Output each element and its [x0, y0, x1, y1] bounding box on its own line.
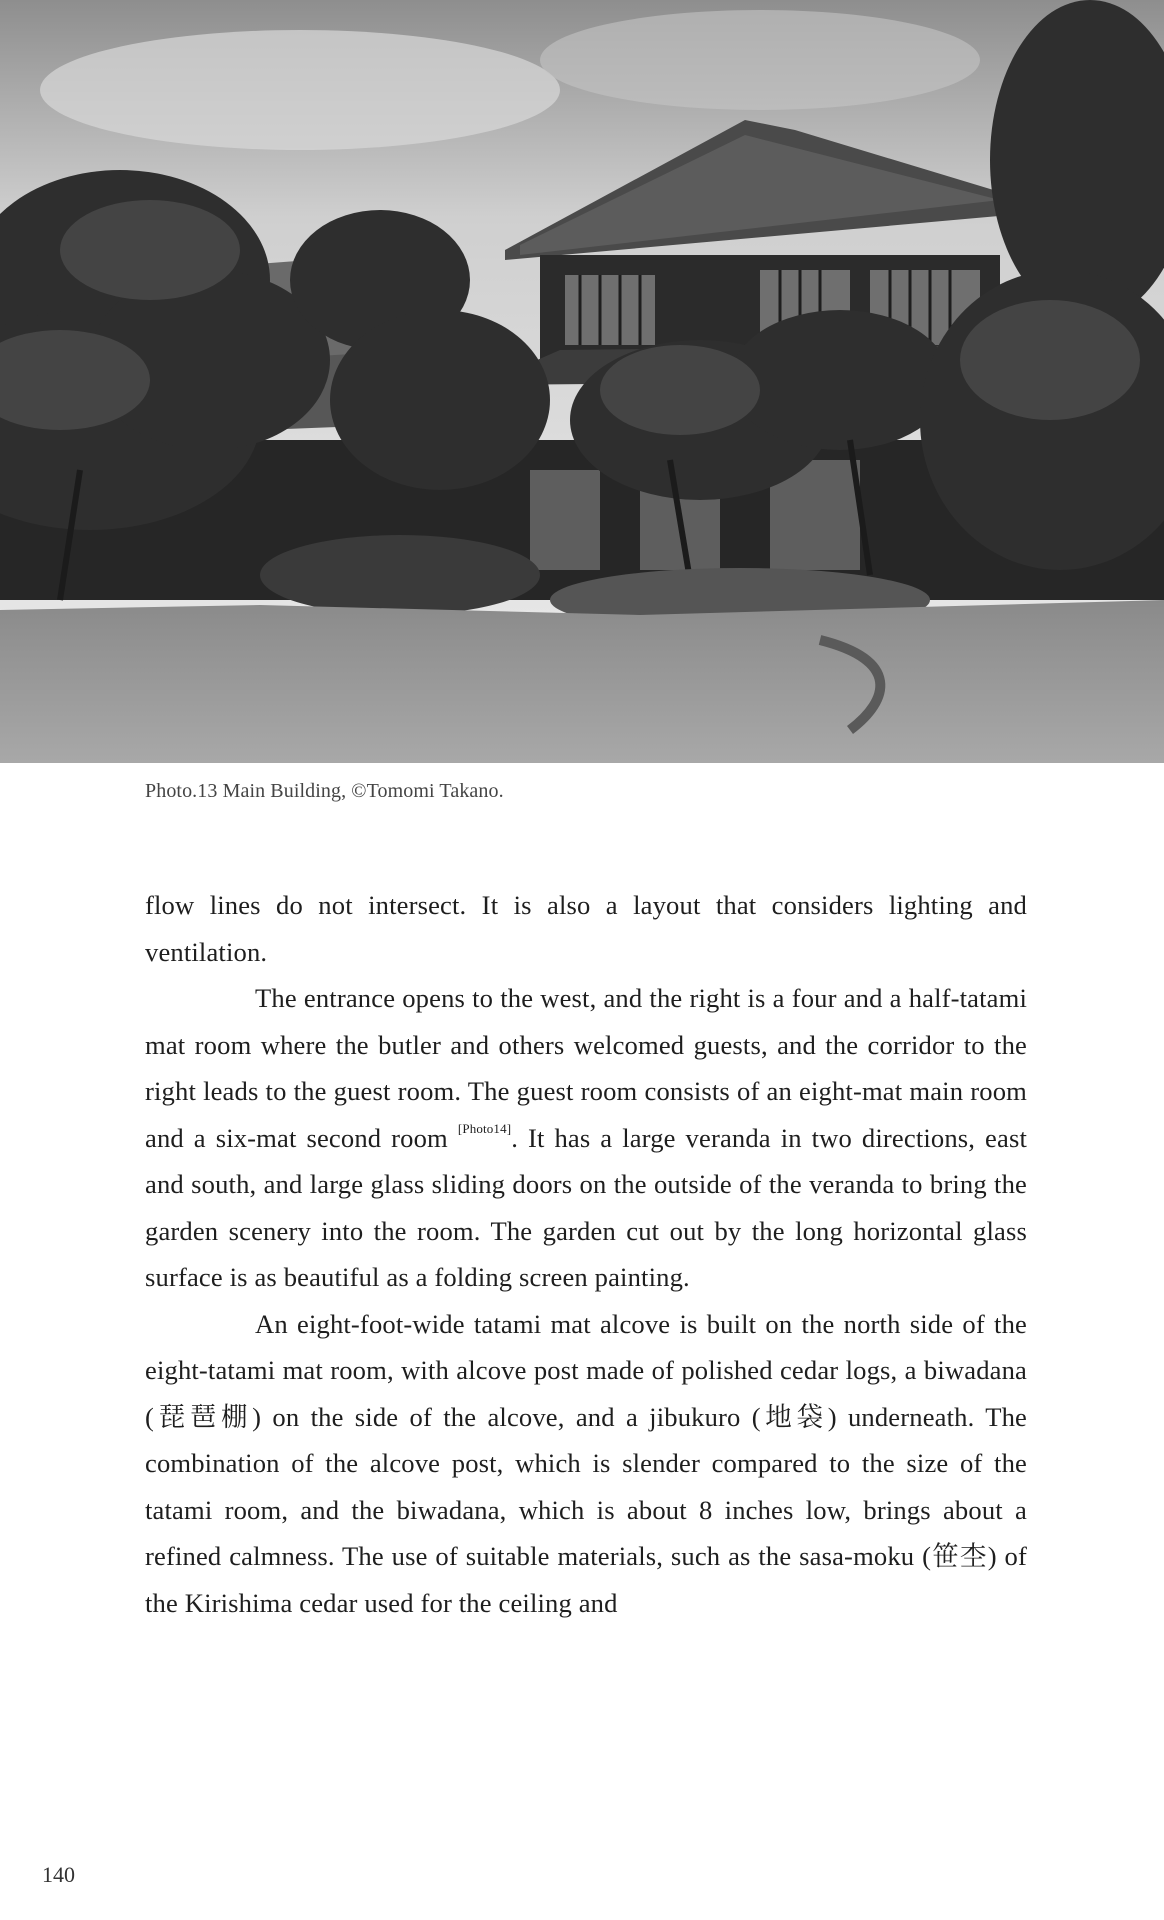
page-number: 140	[42, 1862, 75, 1887]
main-building-photo	[0, 0, 1164, 763]
photo-reference: [Photo14]	[457, 1120, 512, 1136]
paragraph-1: flow lines do not intersect. It is also a layout that considers lighting and ventilation.	[145, 890, 1027, 967]
body-text	[145, 882, 1027, 1626]
paragraph-2-text: The entrance opens to the west, and the right is a four and a half-tatami mat room where the butler and others welcomed guests, and the corridor to the right leads to the guest room. The guest room consists of an eight-mat main room and a six-mat second room	[145, 983, 1027, 1153]
paragraph-2	[145, 975, 1027, 1301]
paragraph-2-text-continued: . It has a large veranda in two directions, east and south, and large glass sliding doors on the outside of the veranda to bring the garden scenery into the room. The garden cut out by the long horizontal glass surface is as beautiful as a folding screen painting.	[145, 1122, 1027, 1292]
paragraph-3: An eight-foot-wide tatami mat alcove is built on the north side of the eight-tatami mat room, with alcove post made of polished cedar logs, a biwadana (琵琶棚) on the side of the alcove, and a jibukuro (地袋) underneath. The combination of the alcove post, which is slender compared to the size of the tatami room, and the biwadana, which is about 8 inches low, brings about a refined calmness. The use of suitable materials, such as the sasa-moku (笹杢) of the Kirishima cedar used for the ceiling and	[145, 1308, 1027, 1618]
photo-caption: Photo.13 Main Building, ©Tomomi Takano.	[145, 780, 504, 802]
